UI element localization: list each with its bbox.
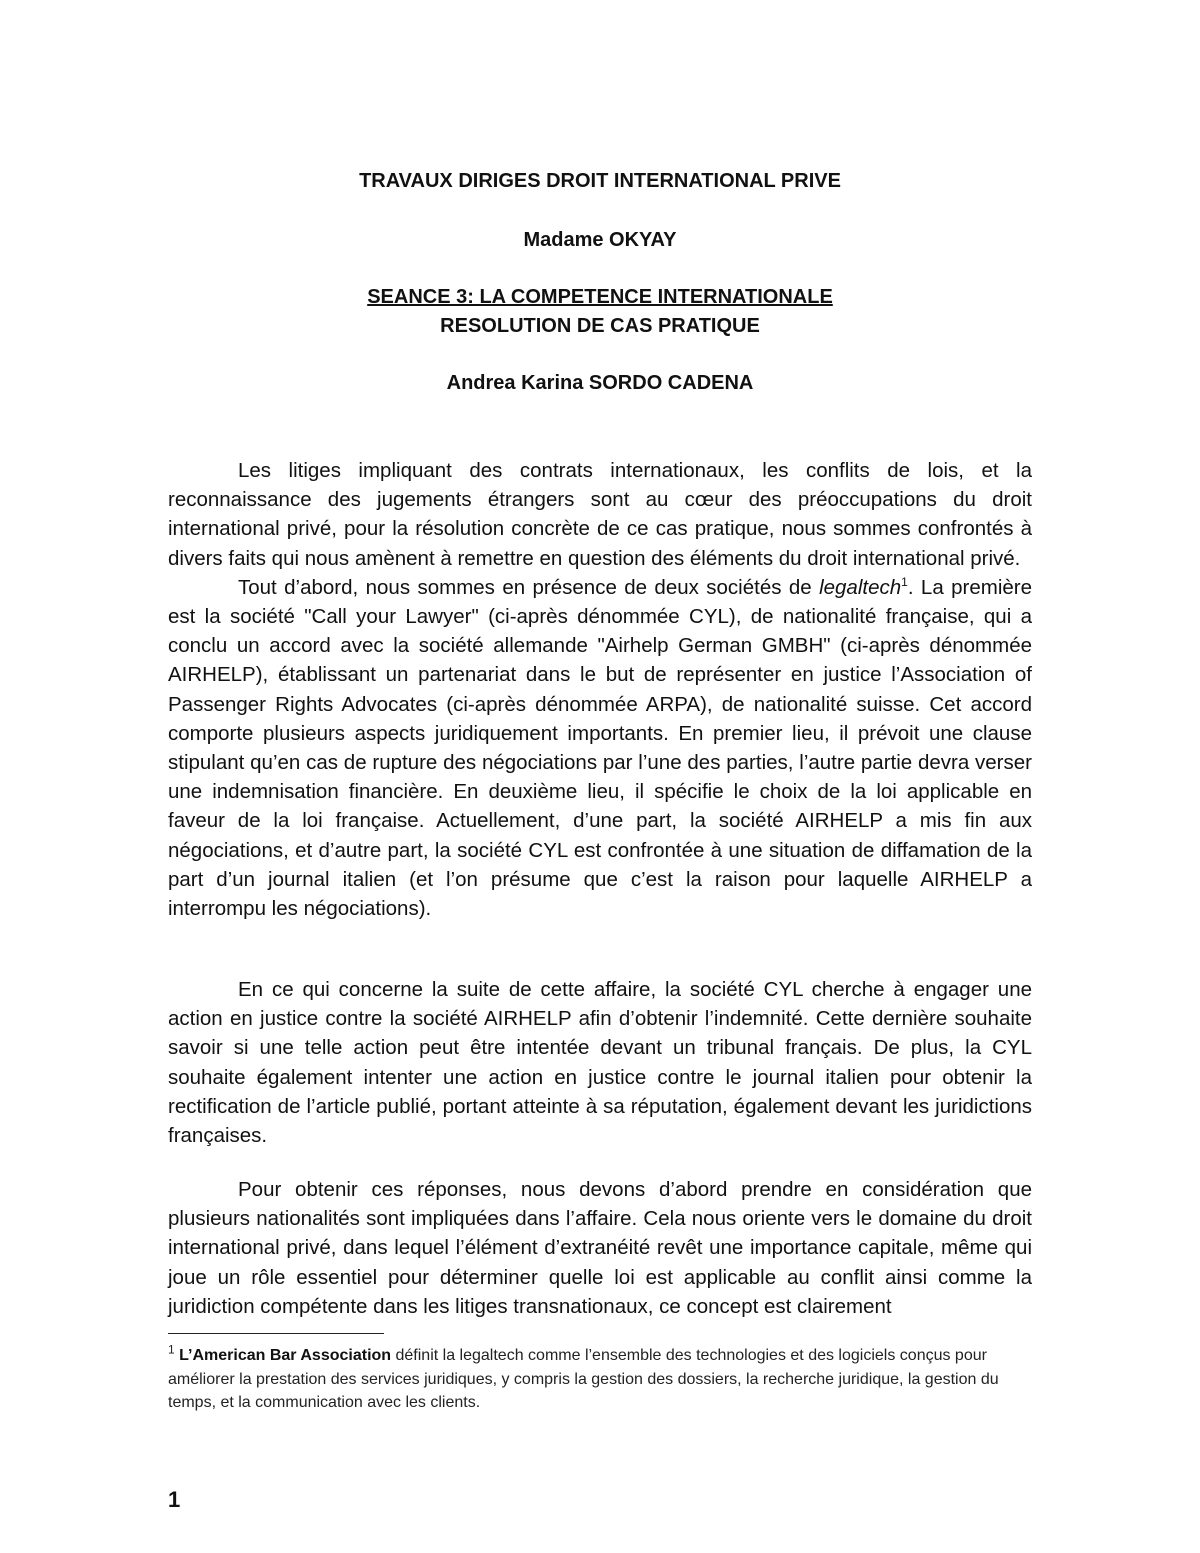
document-title: TRAVAUX DIRIGES DROIT INTERNATIONAL PRIVE	[359, 170, 841, 192]
paragraph-block-2	[168, 975, 1032, 1150]
paragraph-3: En ce qui concerne la suite de cette affaire, la société CYL cherche à engager une action en justice contre la société AIRHELP afin d’obtenir l’indemnité. Cette dernière souhaite savoir si une telle action peut être intentée devant un tribunal français. De plus, la CYL souhaite également intenter une action en justice contre le journal italien pour obtenir la rectification de l’article publié, portant atteinte à sa réputation, également devant les juridictions françaises.	[168, 978, 1032, 1148]
paragraph-4: Pour obtenir ces réponses, nous devons d’abord prendre en considération que plusieurs nationalités sont impliquées dans l’affaire. Cela nous oriente vers le domaine du droit international privé, dans lequel l’élément d’extranéité revêt une importance capitale, même qui joue un rôle essentiel pour déterminer quelle loi est applicable au conflit ainsi comme la juridiction compétente dans les litiges transnationaux, ce concept est clairement	[168, 1178, 1032, 1318]
teacher-name: Madame OKYAY	[523, 229, 677, 251]
paragraph-2-rest: . La première est la société "Call your Lawyer" (ci-après dénommée CYL), de nationalité française, qui a conclu un accord avec la société allemande "Airhelp German GMBH" (ci-après dénommée AIRHELP), établissant un partenariat dans le but de représenter en justice l’Association of Passenger Rights Advocates (ci-après dénommée ARPA), de nationalité suisse. Cet accord comporte plusieurs aspects juridiquement importants. En premier lieu, il prévoit une clause stipulant qu’en cas de rupture des négociations par l’une des parties, l’autre partie devra verser une indemnisation financière. En deuxième lieu, il spécifie le choix de la loi applicable en faveur de la loi française. Actuellement, d’une part, la société AIRHELP a mis fin aux négociations, et d’autre part, la société CYL est confrontée à une situation de diffamation de la part d’un journal italien (et l’on présume que c’est la raison pour laquelle AIRHELP a interrompu les négociations).	[168, 575, 1033, 921]
session-title: SEANCE 3: LA COMPETENCE INTERNATIONALE	[367, 286, 833, 308]
paragraph-2	[168, 573, 1032, 923]
paragraph-block-1	[168, 456, 1032, 923]
paragraph-block-3	[168, 1175, 1032, 1321]
footnote-number: 1	[168, 1342, 175, 1357]
legaltech-term: legaltech	[819, 575, 902, 599]
footnote	[168, 1344, 1032, 1415]
footnote-separator	[168, 1333, 384, 1334]
session-subtitle: RESOLUTION DE CAS PRATIQUE	[440, 315, 760, 337]
footnote-bold-lead: L’American Bar Association	[179, 1347, 392, 1364]
author-name: Andrea Karina SORDO CADENA	[446, 372, 754, 394]
page-number: 1	[168, 1487, 181, 1512]
paragraph-2-start: Tout d’abord, nous sommes en présence de deux sociétés de	[238, 575, 820, 599]
paragraph-1: Les litiges impliquant des contrats internationaux, les conflits de lois, et la reconnaissance des jugements étrangers sont au cœur des préoccupations du droit international privé, pour la résolution concrète de ce cas pratique, nous sommes confrontés à divers faits qui nous amènent à remettre en question des éléments du droit international privé.	[168, 459, 1032, 570]
footnote-text: définit la legaltech comme l’ensemble des technologies et des logiciels conçus pour améliorer la prestation des services juridiques, y compris la gestion des dossiers, la recherche juridique, la gestion du temps, et la communication avec les clients.	[168, 1347, 999, 1411]
footnote-ref[interactable]: 1	[901, 574, 908, 589]
